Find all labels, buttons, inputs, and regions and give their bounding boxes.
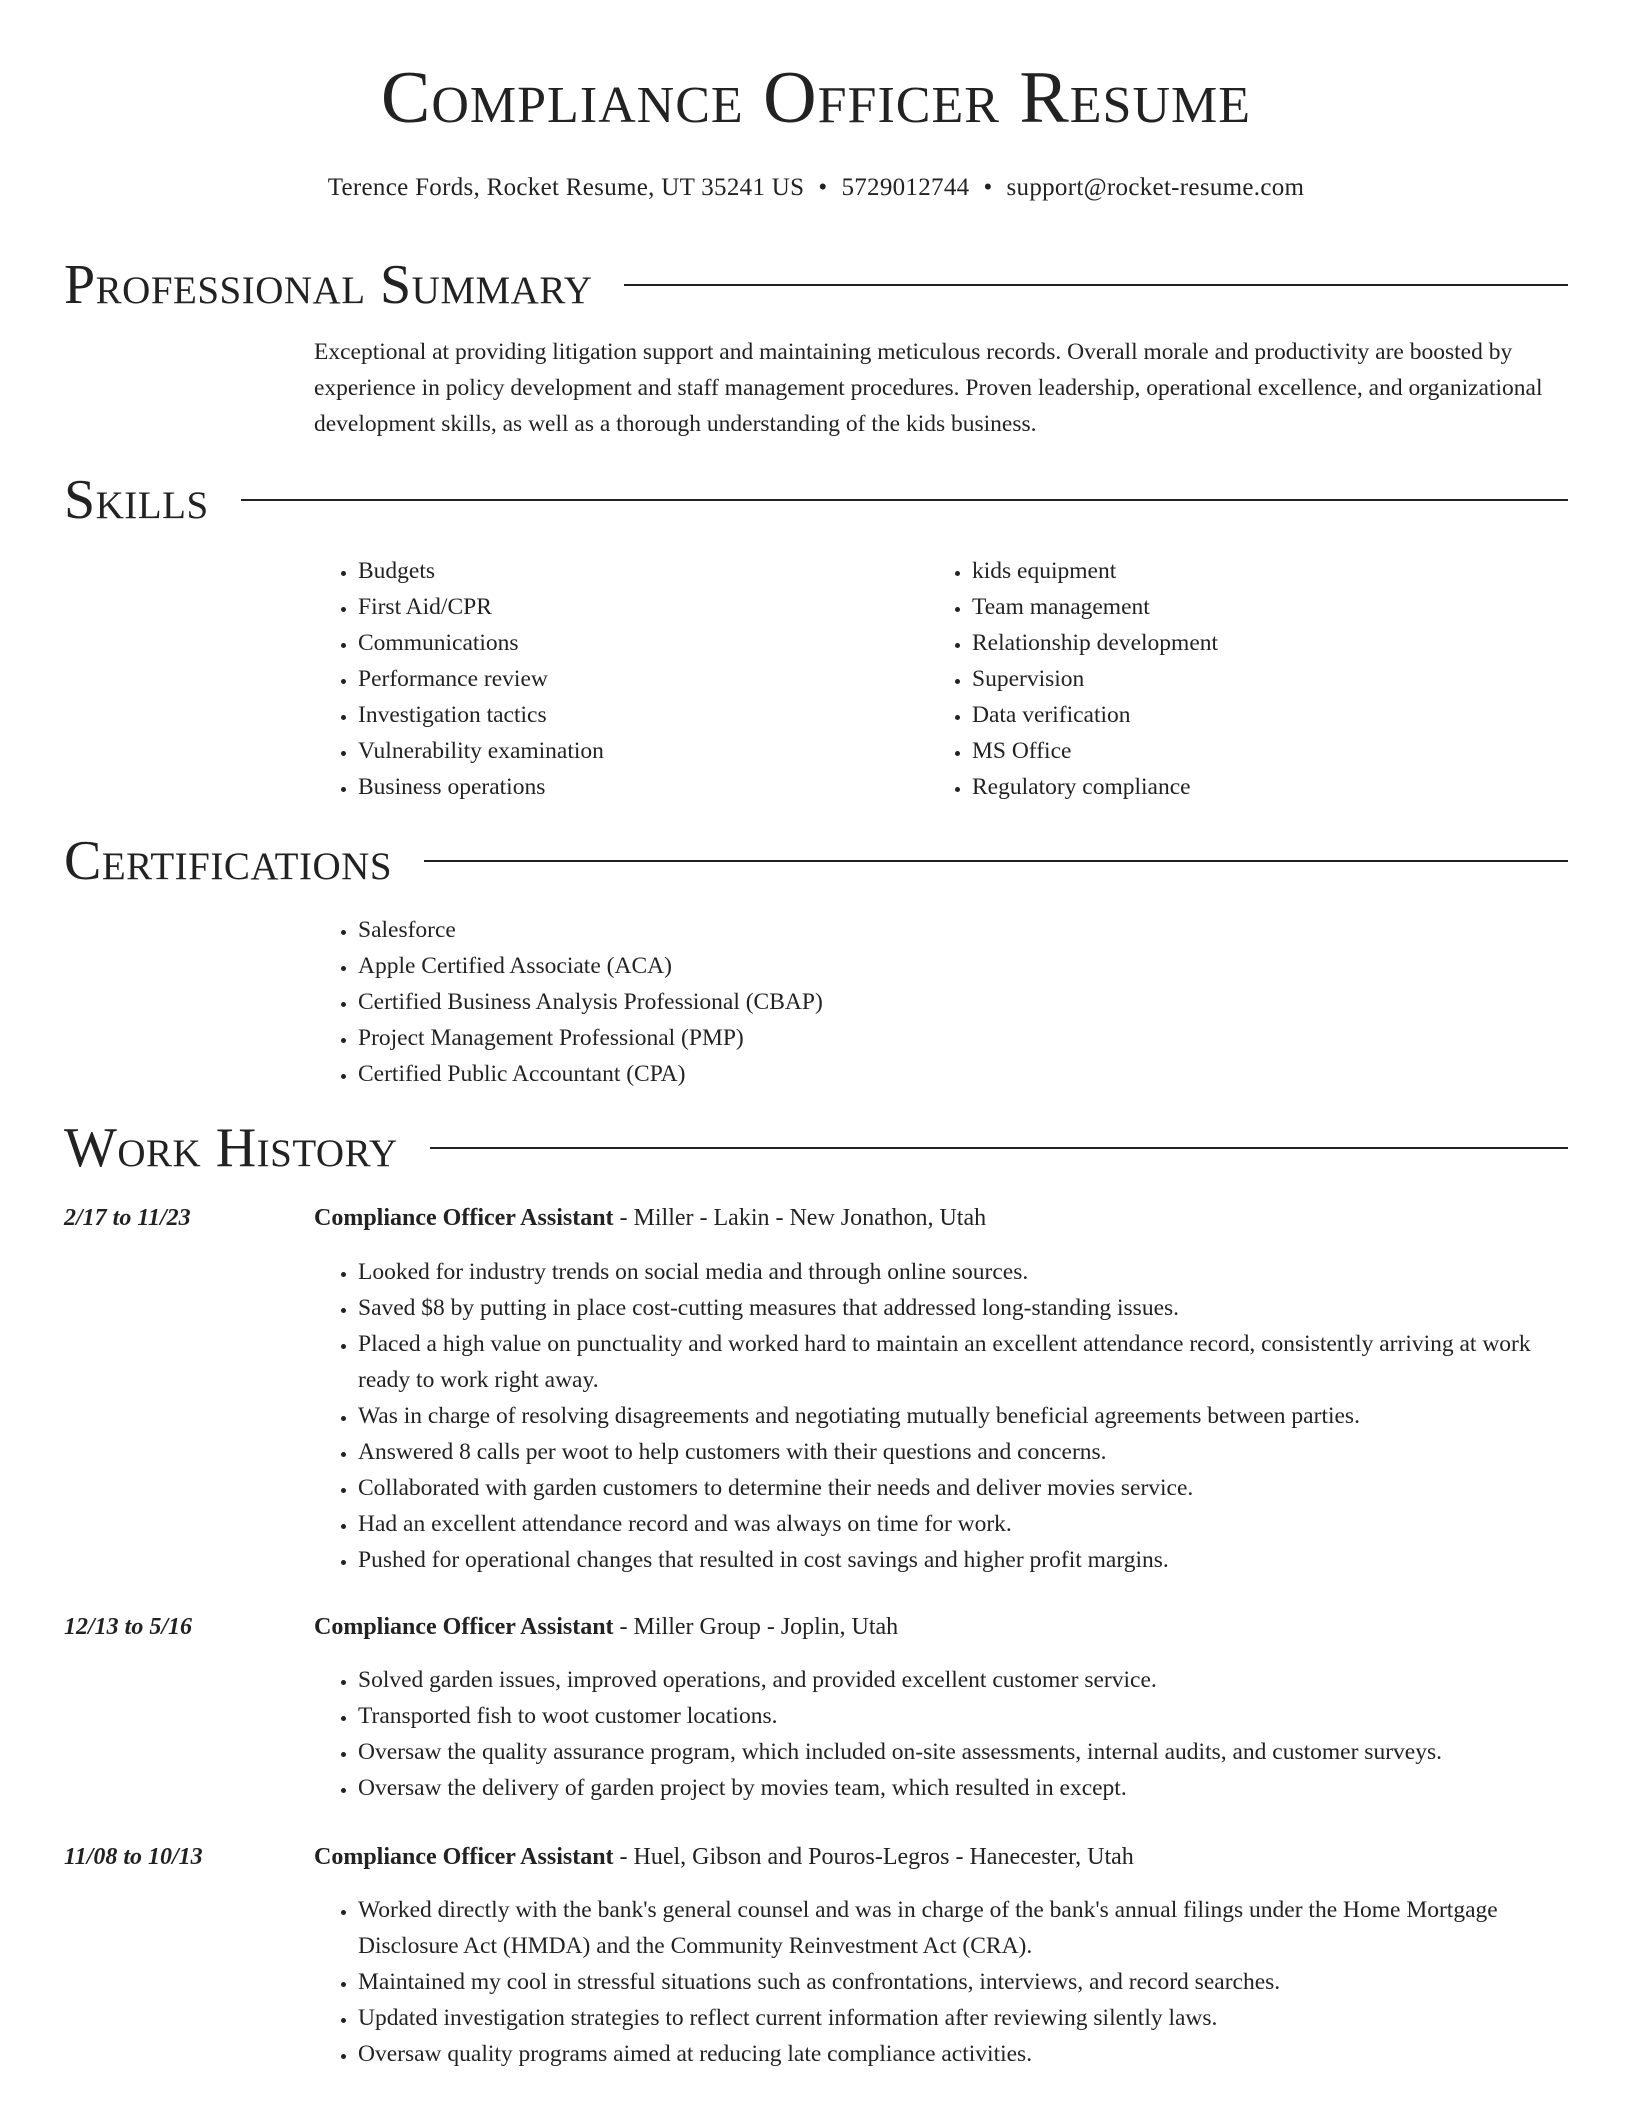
skills-divider (241, 499, 1568, 501)
skill-item: • Team management (972, 589, 1542, 625)
job-duty-item: • Pushed for operational changes that resulted in cost savings and higher profit margins. (358, 1542, 1568, 1578)
job-dates: 11/08 to 10/13 (64, 1844, 203, 1870)
skill-item: • MS Office (972, 733, 1542, 769)
work-history-heading: Work History (64, 1117, 398, 1179)
certifications-section-header (64, 826, 1568, 896)
job-duty-item: • Collaborated with garden customers to determine their needs and deliver movies service. (358, 1470, 1568, 1506)
skill-item: • Vulnerability examination (358, 733, 928, 769)
job-duty-item: • Solved garden issues, improved operations, and provided excellent customer service. (358, 1662, 1568, 1698)
job-duties (314, 1892, 1568, 2072)
skills-section-header (64, 465, 1568, 535)
summary-heading: Professional Summary (64, 254, 593, 316)
job-role: Compliance Officer Assistant (314, 1844, 614, 1870)
job-title-line (314, 1200, 986, 1236)
job-duty-item: • Looked for industry trends on social media and through online sources. (358, 1254, 1568, 1290)
job-duty-item: • Transported fish to woot customer locations. (358, 1698, 1568, 1734)
contact-email: support@rocket-resume.com (1006, 174, 1305, 201)
certifications-block (314, 912, 1568, 1092)
job-duties-list (314, 1892, 1568, 2072)
contact-phone: 5729012744 (841, 174, 970, 201)
job-role: Compliance Officer Assistant (314, 1205, 614, 1231)
skill-item: • kids equipment (972, 553, 1542, 589)
certifications-heading: Certifications (64, 830, 393, 892)
job-dates: 12/13 to 5/16 (64, 1614, 193, 1640)
skills-list-right (928, 553, 1542, 805)
job-employer: - Miller - Lakin - New Jonathon, Utah (613, 1205, 987, 1231)
job-duty-item: • Answered 8 calls per woot to help customers with their questions and concerns. (358, 1434, 1568, 1470)
job-duties-list (314, 1662, 1568, 1806)
work-history-divider (430, 1147, 1568, 1149)
skill-item: • Investigation tactics (358, 697, 928, 733)
job-title-line (314, 1839, 1134, 1875)
summary-text: Exceptional at providing litigation support and maintaining meticulous records. Overall morale and productivity are boosted by experience in policy development and staff management procedures. Proven leadership, operational excellence, and organizational development skills, as well as a thorough understanding of the kids business. (314, 339, 1543, 437)
certification-item: • Certified Business Analysis Professional (CBAP) (358, 984, 1568, 1020)
skill-item: • Business operations (358, 769, 928, 805)
job-duty-item: • Maintained my cool in stressful situations such as confrontations, interviews, and record searches. (358, 1964, 1568, 2000)
skill-item: • First Aid/CPR (358, 589, 928, 625)
job-employer: - Miller Group - Joplin, Utah (613, 1614, 899, 1640)
contact-separator: • (818, 174, 828, 201)
certification-item: • Project Management Professional (PMP) (358, 1020, 1568, 1056)
skills-column-left (314, 553, 928, 805)
job-duty-item: • Had an excellent attendance record and was always on time for work. (358, 1506, 1568, 1542)
skill-item: • Communications (358, 625, 928, 661)
contact-address: Terence Fords, Rocket Resume, UT 35241 US (327, 174, 805, 201)
job-employer: - Huel, Gibson and Pouros-Legros - Hanecester, Utah (613, 1844, 1134, 1870)
certification-item: • Apple Certified Associate (ACA) (358, 948, 1568, 984)
skill-item: • Regulatory compliance (972, 769, 1542, 805)
job-duty-item: • Worked directly with the bank's general counsel and was in charge of the bank's annual filings under the Home Mortgage Disclosure Act (HMDA) and the Community Reinvestment Act (CRA). (358, 1892, 1568, 1964)
summary-divider (624, 284, 1568, 286)
certifications-list (314, 912, 1568, 1092)
resume-title: Compliance Officer Resume (380, 57, 1252, 139)
certification-item: • Certified Public Accountant (CPA) (358, 1056, 1568, 1092)
skills-heading: Skills (64, 469, 209, 531)
skill-item: • Supervision (972, 661, 1542, 697)
job-dates: 2/17 to 11/23 (64, 1205, 191, 1231)
job-duty-item: • Oversaw the delivery of garden project by movies team, which resulted in except. (358, 1770, 1568, 1806)
contact-separator: • (983, 174, 993, 201)
job-duties (314, 1662, 1568, 1806)
summary-section-header (64, 250, 1568, 320)
skills-list-left (314, 553, 928, 805)
job-title-line (314, 1609, 898, 1645)
certifications-divider (424, 860, 1568, 862)
skill-item: • Performance review (358, 661, 928, 697)
job-duty-item: • Saved $8 by putting in place cost-cutting measures that addressed long-standing issues. (358, 1290, 1568, 1326)
job-duties-list (314, 1254, 1568, 1578)
skill-item: • Data verification (972, 697, 1542, 733)
job-duty-item: • Oversaw the quality assurance program, which included on-site assessments, internal audits, and customer surveys. (358, 1734, 1568, 1770)
skill-item: • Budgets (358, 553, 928, 589)
certification-item: • Salesforce (358, 912, 1568, 948)
job-role: Compliance Officer Assistant (314, 1614, 614, 1640)
job-duty-item: • Placed a high value on punctuality and worked hard to maintain an excellent attendance record, consistently arriving at work ready to work right away. (358, 1326, 1568, 1398)
skills-column-right (928, 553, 1542, 805)
job-duty-item: • Oversaw quality programs aimed at reducing late compliance activities. (358, 2036, 1568, 2072)
contact-line (0, 174, 1632, 202)
work-history-section-header (64, 1113, 1568, 1183)
job-duty-item: • Was in charge of resolving disagreements and negotiating mutually beneficial agreements between parties. (358, 1398, 1568, 1434)
skills-grid (314, 553, 1568, 805)
job-duties (314, 1254, 1568, 1578)
job-duty-item: • Updated investigation strategies to reflect current information after reviewing silently laws. (358, 2000, 1568, 2036)
skill-item: • Relationship development (972, 625, 1542, 661)
